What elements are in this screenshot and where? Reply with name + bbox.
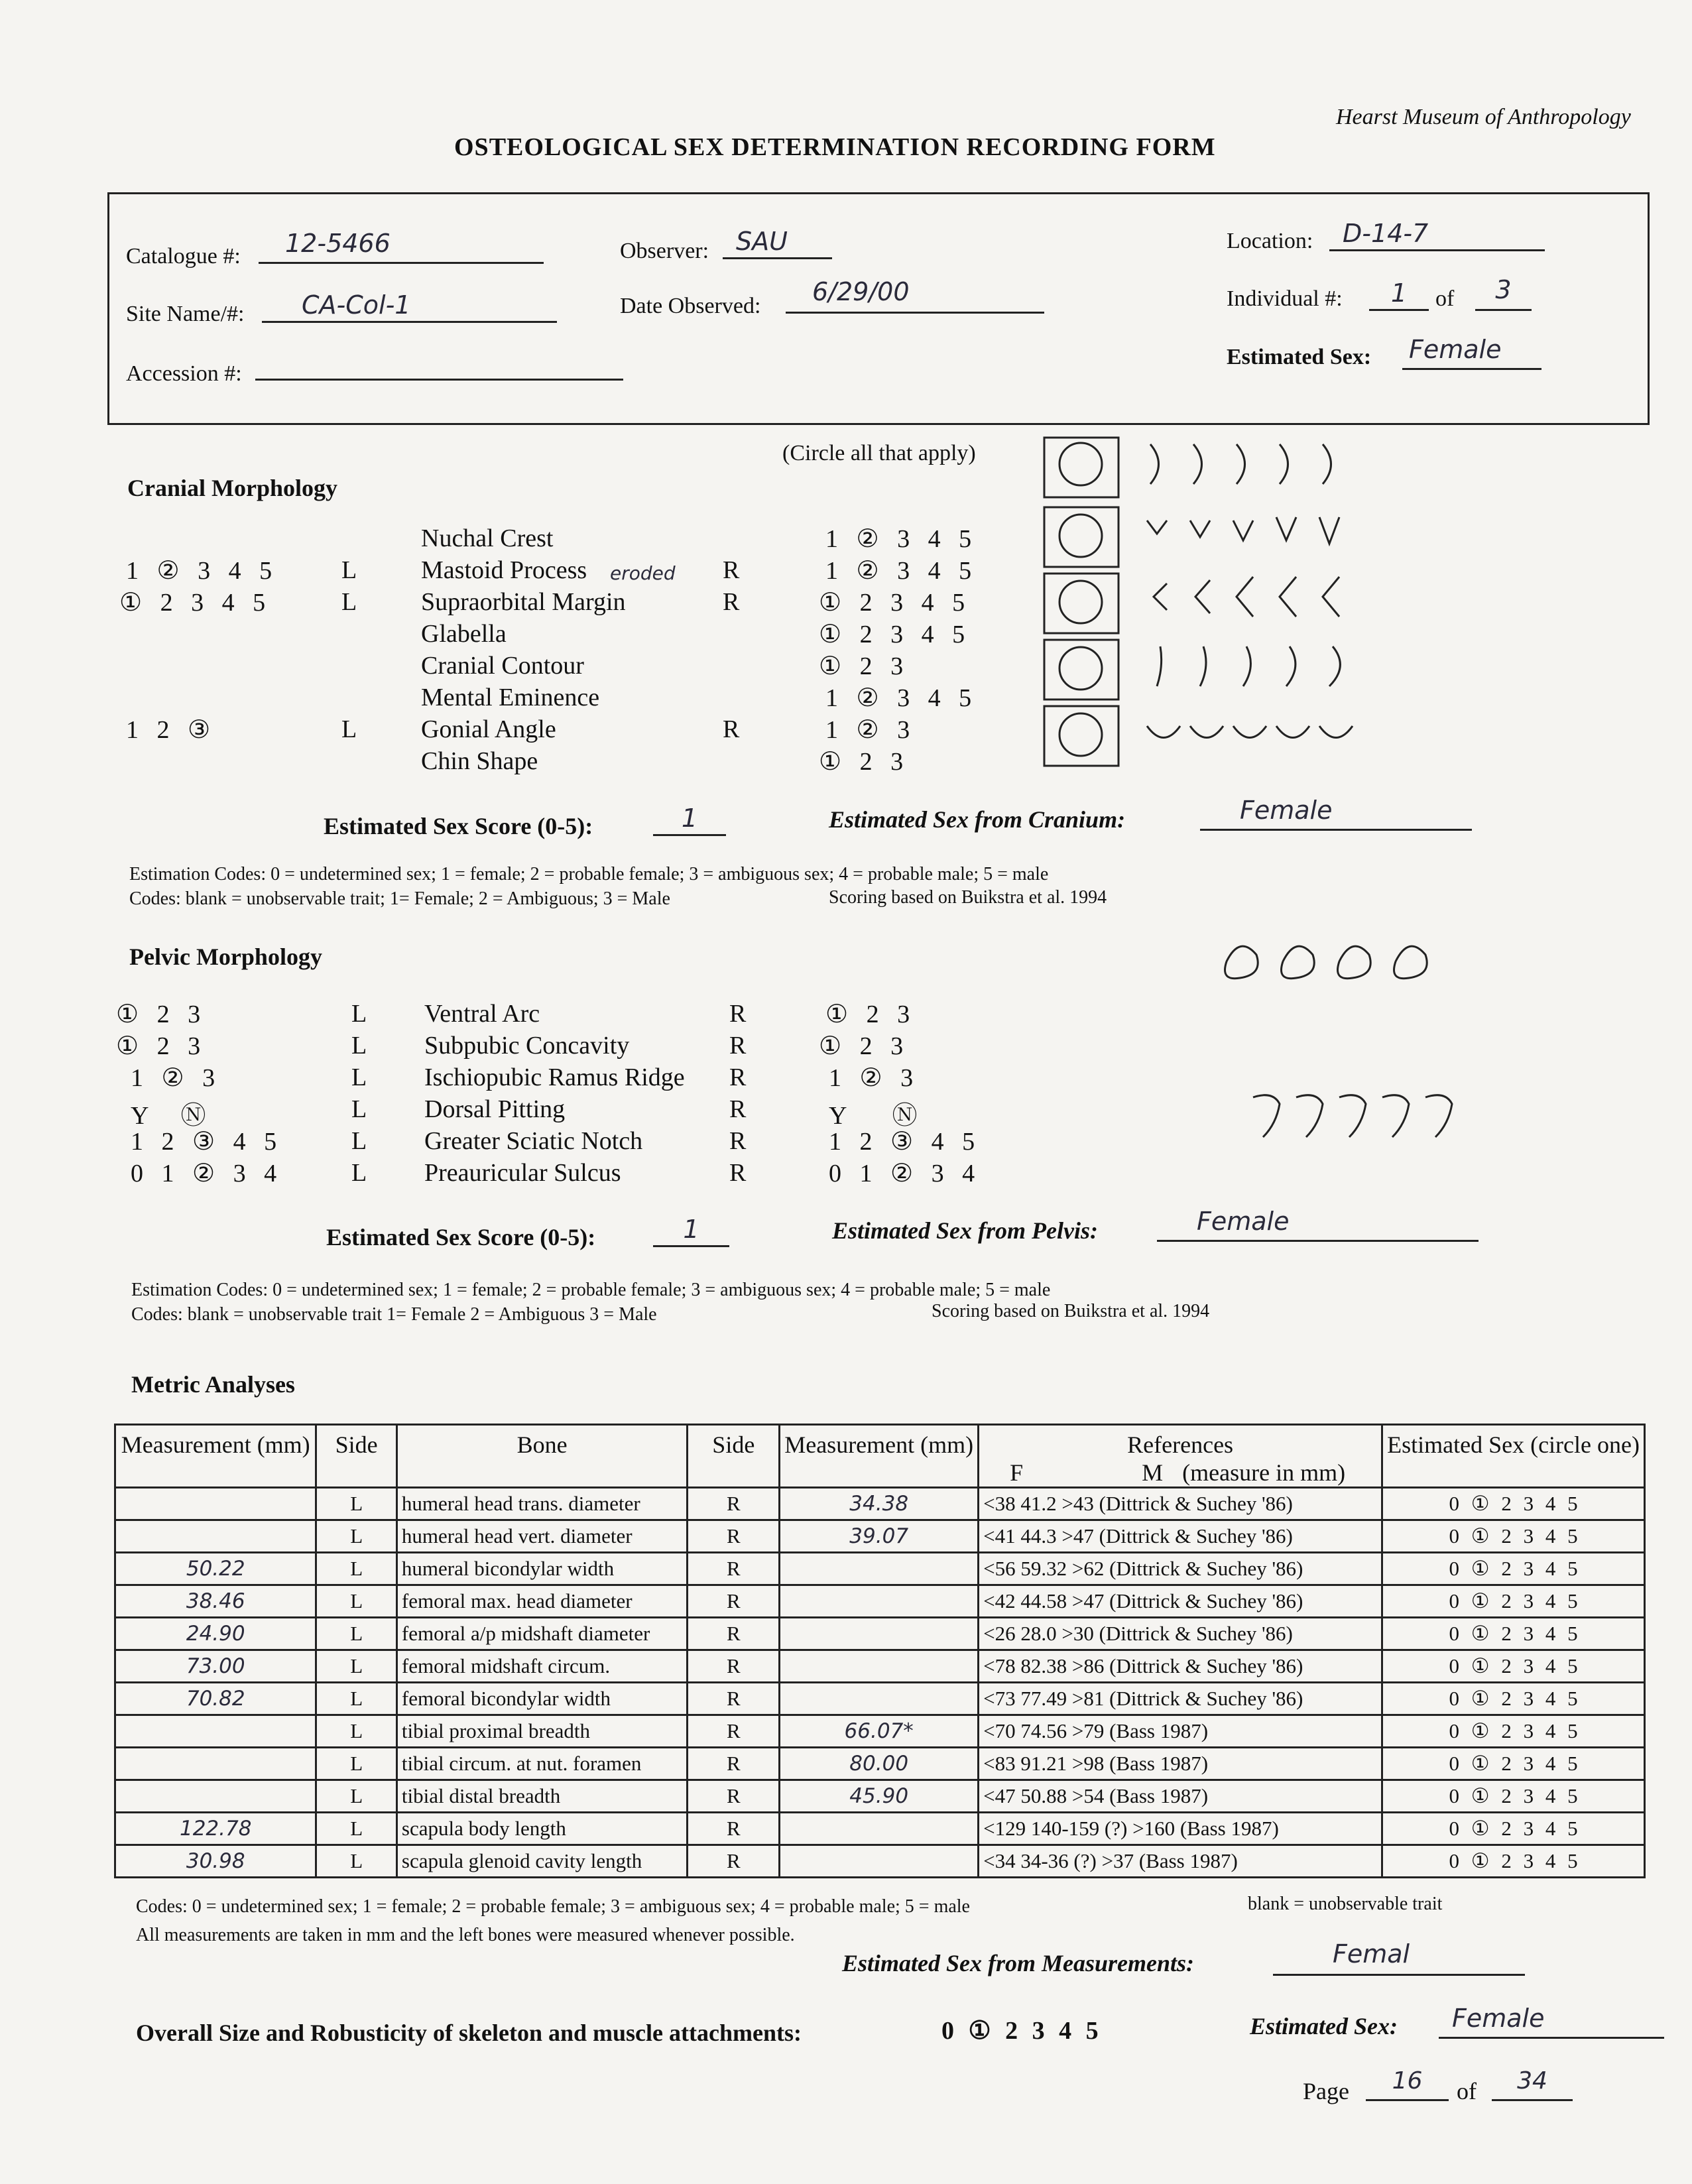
measurement-left-cell[interactable]: 70.82 bbox=[115, 1683, 316, 1715]
trait-left-scores[interactable]: Y Ⓝ bbox=[131, 1102, 206, 1130]
cranial-codes-line1: Estimation Codes: 0 = undetermined sex; 1 = female; 2 = probable female; 3 = ambiguous sex; 4 = probable male; 5 = male bbox=[129, 864, 1049, 884]
side-right-cell: R bbox=[688, 1748, 780, 1780]
mastoid-process-icon bbox=[1147, 517, 1339, 544]
trait-right-side: R bbox=[723, 588, 740, 616]
trait-note: eroded bbox=[610, 562, 676, 584]
greater-sciatic-notch-icon bbox=[1253, 1095, 1452, 1137]
measurement-left-cell[interactable]: 38.46 bbox=[115, 1585, 316, 1618]
trait-left-scores[interactable]: ① 2 3 bbox=[116, 1001, 201, 1028]
page-number-field[interactable]: 16 bbox=[1366, 2067, 1449, 2101]
measurement-right-cell[interactable] bbox=[780, 1650, 979, 1683]
circle-note: (Circle all that apply) bbox=[782, 441, 976, 465]
supraorbital-margin-icon bbox=[1154, 577, 1339, 617]
pelvic-sex-label: Estimated Sex from Pelvis: bbox=[832, 1217, 1098, 1244]
cranial-codes-ref: Scoring based on Buikstra et al. 1994 bbox=[829, 887, 1107, 908]
side-left-cell: L bbox=[316, 1585, 396, 1618]
side-left-cell: L bbox=[316, 1845, 396, 1878]
trait-left-side: L bbox=[351, 1159, 367, 1187]
overall-label: Overall Size and Robusticity of skeleton and muscle attachments: bbox=[136, 2020, 802, 2046]
metric-body bbox=[115, 1488, 1645, 1878]
trait-right-side: R bbox=[729, 1159, 747, 1187]
pelvic-sex-field[interactable]: Female bbox=[1157, 1207, 1479, 1242]
cranial-trait-row bbox=[126, 715, 1054, 747]
cranial-codes-line2: Codes: blank = unobservable trait; 1= Female; 2 = Ambiguous; 3 = Male bbox=[129, 888, 670, 909]
bone-name-cell: humeral head vert. diameter bbox=[396, 1520, 688, 1553]
cranial-trait-row bbox=[126, 619, 1054, 651]
measurement-left-cell[interactable] bbox=[115, 1748, 316, 1780]
trait-left-scores[interactable]: 1 2 ③ bbox=[126, 716, 211, 744]
measurement-right-cell[interactable] bbox=[780, 1585, 979, 1618]
trait-left-scores[interactable]: 1 ② 3 bbox=[131, 1064, 215, 1092]
side-right-cell: R bbox=[688, 1845, 780, 1878]
trait-name: Greater Sciatic Notch bbox=[424, 1127, 643, 1155]
trait-left-scores[interactable]: ① 2 3 4 5 bbox=[119, 589, 266, 617]
reference-cell: <26 28.0 >30 (Dittrick & Suchey '86) bbox=[979, 1618, 1382, 1650]
trait-left-scores[interactable]: 1 ② 3 4 5 bbox=[126, 557, 272, 585]
individual-of: of bbox=[1435, 286, 1455, 311]
glabella-icon bbox=[1157, 646, 1340, 686]
bone-name-cell: humeral head trans. diameter bbox=[396, 1488, 688, 1520]
pelvic-codes-ref: Scoring based on Buikstra et al. 1994 bbox=[932, 1301, 1210, 1321]
pelvic-trait-row bbox=[116, 999, 1044, 1031]
side-right-cell: R bbox=[688, 1488, 780, 1520]
pelvic-score-field[interactable]: 1 bbox=[653, 1215, 729, 1247]
side-right-cell: R bbox=[688, 1585, 780, 1618]
measurement-left-cell[interactable]: 50.22 bbox=[115, 1553, 316, 1585]
estimated-sex-scale[interactable]: 0 ① 2 3 4 5 bbox=[1382, 1618, 1645, 1650]
trait-right-side: R bbox=[723, 556, 740, 584]
skull-icon bbox=[1044, 438, 1118, 766]
side-right-cell: R bbox=[688, 1813, 780, 1845]
trait-right-scores[interactable]: 1 ② 3 bbox=[825, 716, 910, 744]
location-field[interactable]: D-14-7 bbox=[1329, 219, 1545, 251]
site-label: Site Name/#: bbox=[126, 302, 245, 326]
measurement-right-cell[interactable]: 80.00 bbox=[780, 1748, 979, 1780]
institution-name: Hearst Museum of Anthropology bbox=[1336, 105, 1631, 129]
estsex-label: Estimated Sex: bbox=[1227, 345, 1372, 369]
pelvic-codes-line1: Estimation Codes: 0 = undetermined sex; 1 = female; 2 = probable female; 3 = ambiguous sex; 4 = probable male; 5 = male bbox=[131, 1280, 1051, 1300]
trait-right-scores[interactable]: 1 ② 3 4 5 bbox=[825, 684, 972, 712]
individual-label: Individual #: bbox=[1227, 286, 1343, 311]
metric-sex-field[interactable]: Femal bbox=[1273, 1939, 1525, 1976]
reference-cell: <83 91.21 >98 (Bass 1987) bbox=[979, 1748, 1382, 1780]
reference-cell: <47 50.88 >54 (Bass 1987) bbox=[979, 1780, 1382, 1813]
metric-row bbox=[115, 1650, 1645, 1683]
col-refs-m: M bbox=[1142, 1459, 1164, 1486]
cranial-heading: Cranial Morphology bbox=[127, 475, 338, 501]
reference-cell: <41 44.3 >47 (Dittrick & Suchey '86) bbox=[979, 1520, 1382, 1553]
trait-right-side: R bbox=[729, 1032, 747, 1060]
catalogue-label: Catalogue #: bbox=[126, 244, 241, 269]
estimated-sex-scale[interactable]: 0 ① 2 3 4 5 bbox=[1382, 1650, 1645, 1683]
trait-right-scores[interactable]: 1 2 ③ 4 5 bbox=[829, 1128, 975, 1156]
trait-right-side: R bbox=[729, 1063, 747, 1091]
metric-row bbox=[115, 1715, 1645, 1748]
measurement-right-cell[interactable]: 39.07 bbox=[780, 1520, 979, 1553]
side-left-cell: L bbox=[316, 1488, 396, 1520]
side-left-cell: L bbox=[316, 1553, 396, 1585]
measurement-left-cell[interactable] bbox=[115, 1780, 316, 1813]
trait-right-scores[interactable]: ① 2 3 bbox=[819, 652, 904, 680]
pelvic-heading: Pelvic Morphology bbox=[129, 943, 322, 970]
side-left-cell: L bbox=[316, 1780, 396, 1813]
page-total-field[interactable]: 34 bbox=[1492, 2067, 1573, 2101]
col-refs-f: F bbox=[1010, 1459, 1024, 1486]
reference-cell: <73 77.49 >81 (Dittrick & Suchey '86) bbox=[979, 1683, 1382, 1715]
estimated-sex-scale[interactable]: 0 ① 2 3 4 5 bbox=[1382, 1748, 1645, 1780]
trait-right-side: R bbox=[729, 1095, 747, 1123]
side-right-cell: R bbox=[688, 1520, 780, 1553]
cranial-trait-row bbox=[126, 651, 1054, 683]
measurement-left-cell[interactable] bbox=[115, 1520, 316, 1553]
side-right-cell: R bbox=[688, 1683, 780, 1715]
metric-header-row bbox=[115, 1425, 1645, 1488]
trait-name: Gonial Angle bbox=[421, 715, 556, 743]
bone-name-cell: femoral a/p midshaft diameter bbox=[396, 1618, 688, 1650]
col-side-right: Side bbox=[688, 1425, 780, 1488]
reference-cell: <42 44.58 >47 (Dittrick & Suchey '86) bbox=[979, 1585, 1382, 1618]
col-refs-sub bbox=[983, 1459, 1377, 1486]
individual-field[interactable]: 1 bbox=[1369, 278, 1429, 311]
pelvic-trait-row bbox=[116, 1031, 1044, 1063]
accession-field[interactable] bbox=[255, 349, 623, 381]
trait-right-scores[interactable]: 1 ② 3 4 5 bbox=[825, 525, 972, 553]
pelvic-trait-row bbox=[116, 1126, 1044, 1158]
trait-right-side: R bbox=[729, 1000, 747, 1028]
measurement-right-cell[interactable] bbox=[780, 1813, 979, 1845]
side-left-cell: L bbox=[316, 1520, 396, 1553]
catalogue-field[interactable]: 12-5466 bbox=[259, 229, 544, 264]
measurement-right-cell[interactable]: 66.07* bbox=[780, 1715, 979, 1748]
form-title: OSTEOLOGICAL SEX DETERMINATION RECORDING FORM bbox=[454, 133, 1216, 161]
individual-total-field[interactable]: 3 bbox=[1475, 275, 1532, 311]
cranial-sex-field[interactable]: Female bbox=[1200, 796, 1472, 831]
cranial-sex-label: Estimated Sex from Cranium: bbox=[829, 806, 1126, 833]
trait-left-side: L bbox=[341, 715, 357, 743]
bone-name-cell: femoral max. head diameter bbox=[396, 1585, 688, 1618]
estimated-sex-scale[interactable]: 0 ① 2 3 4 5 bbox=[1382, 1553, 1645, 1585]
side-right-cell: R bbox=[688, 1553, 780, 1585]
trait-right-scores[interactable]: 1 ② 3 bbox=[829, 1064, 914, 1092]
trait-right-scores[interactable]: 0 1 ② 3 4 bbox=[829, 1160, 975, 1187]
metric-codes-blank: blank = unobservable trait bbox=[1248, 1894, 1443, 1914]
location-label: Location: bbox=[1227, 229, 1313, 253]
trait-left-side: L bbox=[341, 556, 357, 584]
col-meas-right: Measurement (mm) bbox=[780, 1425, 979, 1488]
metric-row bbox=[115, 1683, 1645, 1715]
metric-table bbox=[114, 1424, 1646, 1878]
side-left-cell: L bbox=[316, 1650, 396, 1683]
metric-codes-line2: All measurements are taken in mm and the left bones were measured whenever possible. bbox=[136, 1925, 795, 1945]
measurement-right-cell[interactable] bbox=[780, 1618, 979, 1650]
trait-right-scores[interactable]: ① 2 3 bbox=[819, 748, 904, 776]
reference-cell: <70 74.56 >79 (Bass 1987) bbox=[979, 1715, 1382, 1748]
cranial-trait-list bbox=[119, 524, 1054, 778]
trait-name: Mastoid Process bbox=[421, 556, 587, 584]
trait-name: Ischiopubic Ramus Ridge bbox=[424, 1063, 685, 1091]
metric-row bbox=[115, 1813, 1645, 1845]
metric-row bbox=[115, 1748, 1645, 1780]
trait-left-scores[interactable]: 0 1 ② 3 4 bbox=[131, 1160, 277, 1187]
trait-right-scores[interactable]: 1 ② 3 4 5 bbox=[825, 557, 972, 585]
cranial-diagram-panel bbox=[1041, 424, 1359, 776]
reference-cell: <38 41.2 >43 (Dittrick & Suchey '86) bbox=[979, 1488, 1382, 1520]
measurement-right-cell[interactable] bbox=[780, 1553, 979, 1585]
metric-row bbox=[115, 1520, 1645, 1553]
measurement-right-cell[interactable] bbox=[780, 1845, 979, 1878]
side-right-cell: R bbox=[688, 1780, 780, 1813]
col-estsex: Estimated Sex (circle one) bbox=[1382, 1425, 1645, 1488]
measurement-left-cell[interactable]: 24.90 bbox=[115, 1618, 316, 1650]
side-right-cell: R bbox=[688, 1715, 780, 1748]
page-label: Page bbox=[1303, 2078, 1349, 2104]
cranial-trait-row bbox=[126, 556, 1054, 587]
reference-cell: <34 34-36 (?) >37 (Bass 1987) bbox=[979, 1845, 1382, 1878]
cranial-trait-row bbox=[126, 524, 1054, 556]
trait-name: Dorsal Pitting bbox=[424, 1095, 566, 1123]
bone-name-cell: tibial distal breadth bbox=[396, 1780, 688, 1813]
estimated-sex-scale[interactable]: 0 ① 2 3 4 5 bbox=[1382, 1683, 1645, 1715]
trait-name: Chin Shape bbox=[421, 747, 538, 775]
pelvic-score-label: Estimated Sex Score (0-5): bbox=[326, 1224, 596, 1250]
measurement-left-cell[interactable]: 73.00 bbox=[115, 1650, 316, 1683]
bone-name-cell: humeral bicondylar width bbox=[396, 1553, 688, 1585]
overall-sex-field[interactable]: Female bbox=[1439, 2004, 1664, 2039]
estsex-field[interactable]: Female bbox=[1402, 335, 1541, 370]
trait-left-scores[interactable]: ① 2 3 bbox=[116, 1032, 201, 1060]
bone-name-cell: scapula glenoid cavity length bbox=[396, 1845, 688, 1878]
reference-cell: <56 59.32 >62 (Dittrick & Suchey '86) bbox=[979, 1553, 1382, 1585]
side-left-cell: L bbox=[316, 1813, 396, 1845]
estimated-sex-scale[interactable]: 0 ① 2 3 4 5 bbox=[1382, 1845, 1645, 1878]
bone-name-cell: femoral bicondylar width bbox=[396, 1683, 688, 1715]
bone-name-cell: femoral midshaft circum. bbox=[396, 1650, 688, 1683]
pelvic-trait-row bbox=[116, 1095, 1044, 1130]
metric-codes-line1: Codes: 0 = undetermined sex; 1 = female; 2 = probable female; 3 = ambiguous sex; 4 = probable male; 5 = male bbox=[136, 1896, 970, 1917]
side-left-cell: L bbox=[316, 1748, 396, 1780]
metric-row bbox=[115, 1618, 1645, 1650]
pelvic-trait-row bbox=[116, 1158, 1044, 1190]
pelvic-diagram-panel bbox=[1207, 915, 1472, 1154]
side-left-cell: L bbox=[316, 1683, 396, 1715]
trait-right-scores[interactable]: Y Ⓝ bbox=[829, 1102, 918, 1130]
trait-right-scores[interactable]: ① 2 3 4 5 bbox=[819, 621, 965, 648]
date-field[interactable]: 6/29/00 bbox=[786, 277, 1044, 314]
reference-cell: <78 82.38 >86 (Dittrick & Suchey '86) bbox=[979, 1650, 1382, 1683]
site-field[interactable]: CA-Col-1 bbox=[262, 290, 557, 323]
estimated-sex-scale[interactable]: 0 ① 2 3 4 5 bbox=[1382, 1520, 1645, 1553]
trait-left-side: L bbox=[341, 588, 357, 616]
metric-row bbox=[115, 1585, 1645, 1618]
bone-name-cell: tibial proximal breadth bbox=[396, 1715, 688, 1748]
estimated-sex-scale[interactable]: 0 ① 2 3 4 5 bbox=[1382, 1585, 1645, 1618]
trait-left-side: L bbox=[351, 1063, 367, 1091]
col-refs-title: References bbox=[1127, 1431, 1234, 1458]
measurement-left-cell[interactable]: 122.78 bbox=[115, 1813, 316, 1845]
observer-field[interactable]: SAU bbox=[723, 227, 832, 259]
metric-sex-label: Estimated Sex from Measurements: bbox=[842, 1950, 1195, 1976]
metric-row bbox=[115, 1780, 1645, 1813]
col-refs-unit: (measure in mm) bbox=[1182, 1459, 1346, 1486]
pelvic-trait-row bbox=[116, 1063, 1044, 1095]
trait-name: Cranial Contour bbox=[421, 652, 584, 680]
metric-heading: Metric Analyses bbox=[131, 1371, 295, 1398]
trait-name: Mental Eminence bbox=[421, 684, 600, 711]
cranial-score-label: Estimated Sex Score (0-5): bbox=[324, 813, 593, 839]
accession-label: Accession #: bbox=[126, 361, 242, 386]
measurement-right-cell[interactable]: 45.90 bbox=[780, 1780, 979, 1813]
cranial-trait-row bbox=[126, 747, 1054, 778]
cranial-score-field[interactable]: 1 bbox=[653, 804, 726, 836]
measurement-right-cell[interactable] bbox=[780, 1683, 979, 1715]
bone-name-cell: tibial circum. at nut. foramen bbox=[396, 1748, 688, 1780]
trait-name: Ventral Arc bbox=[424, 1000, 540, 1028]
trait-name: Preauricular Sulcus bbox=[424, 1159, 621, 1187]
trait-left-side: L bbox=[351, 1000, 367, 1028]
trait-name: Nuchal Crest bbox=[421, 524, 554, 552]
side-right-cell: R bbox=[688, 1650, 780, 1683]
reference-cell: <129 140-159 (?) >160 (Bass 1987) bbox=[979, 1813, 1382, 1845]
preauricular-sulcus-icon bbox=[1225, 946, 1427, 979]
measurement-left-cell[interactable] bbox=[115, 1488, 316, 1520]
col-bone: Bone bbox=[396, 1425, 688, 1488]
overall-scale[interactable]: 0 ① 2 3 4 5 bbox=[941, 2017, 1099, 2045]
measurement-left-cell[interactable] bbox=[115, 1715, 316, 1748]
col-references bbox=[979, 1425, 1382, 1488]
estimated-sex-scale[interactable]: 0 ① 2 3 4 5 bbox=[1382, 1488, 1645, 1520]
estimated-sex-scale[interactable]: 0 ① 2 3 4 5 bbox=[1382, 1715, 1645, 1748]
trait-left-side: L bbox=[351, 1127, 367, 1155]
col-meas-left: Measurement (mm) bbox=[115, 1425, 316, 1488]
measurement-right-cell[interactable]: 34.38 bbox=[780, 1488, 979, 1520]
overall-sex-label: Estimated Sex: bbox=[1250, 2013, 1398, 2039]
side-left-cell: L bbox=[316, 1618, 396, 1650]
trait-left-scores[interactable]: 1 2 ③ 4 5 bbox=[131, 1128, 277, 1156]
trait-name: Glabella bbox=[421, 620, 507, 648]
cranial-trait-row bbox=[119, 587, 1054, 619]
trait-right-scores[interactable]: ① 2 3 4 5 bbox=[819, 589, 965, 617]
mental-eminence-icon bbox=[1147, 726, 1353, 738]
date-label: Date Observed: bbox=[620, 294, 761, 318]
metric-row bbox=[115, 1553, 1645, 1585]
trait-right-scores[interactable]: ① 2 3 bbox=[825, 1001, 910, 1028]
metric-row bbox=[115, 1845, 1645, 1878]
pelvic-codes-line2: Codes: blank = unobservable trait 1= Female 2 = Ambiguous 3 = Male bbox=[131, 1304, 657, 1325]
trait-name: Supraorbital Margin bbox=[421, 588, 626, 616]
trait-right-side: R bbox=[729, 1127, 747, 1155]
bone-name-cell: scapula body length bbox=[396, 1813, 688, 1845]
measurement-left-cell[interactable]: 30.98 bbox=[115, 1845, 316, 1878]
trait-name: Subpubic Concavity bbox=[424, 1032, 630, 1060]
estimated-sex-scale[interactable]: 0 ① 2 3 4 5 bbox=[1382, 1780, 1645, 1813]
estimated-sex-scale[interactable]: 0 ① 2 3 4 5 bbox=[1382, 1813, 1645, 1845]
side-right-cell: R bbox=[688, 1618, 780, 1650]
trait-right-side: R bbox=[723, 715, 740, 743]
observer-label: Observer: bbox=[620, 239, 709, 263]
col-side-left: Side bbox=[316, 1425, 396, 1488]
trait-right-scores[interactable]: ① 2 3 bbox=[819, 1032, 904, 1060]
metric-row bbox=[115, 1488, 1645, 1520]
trait-left-side: L bbox=[351, 1032, 367, 1060]
pelvic-trait-list bbox=[116, 999, 1044, 1190]
trait-left-side: L bbox=[351, 1095, 367, 1123]
nuchal-crest-icon bbox=[1150, 444, 1331, 484]
side-left-cell: L bbox=[316, 1715, 396, 1748]
cranial-trait-row bbox=[126, 683, 1054, 715]
page-of-label: of bbox=[1457, 2078, 1477, 2104]
